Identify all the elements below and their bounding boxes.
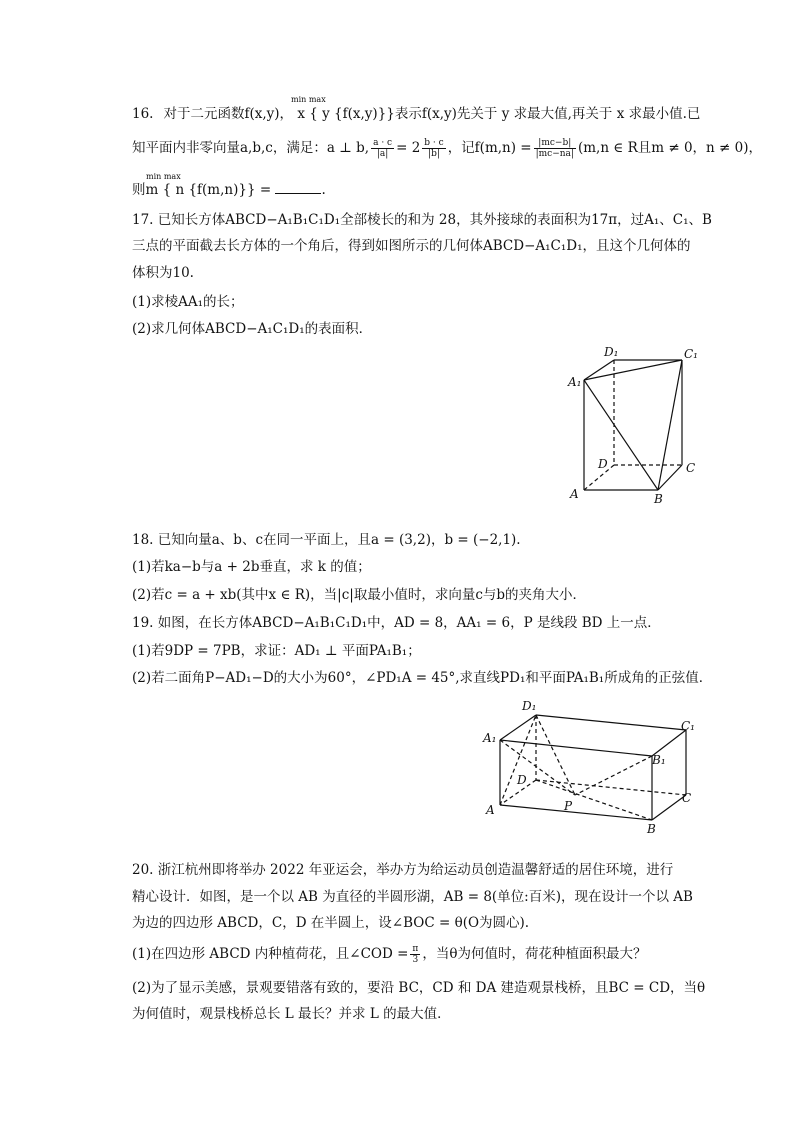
q20-frac: $\frac{\pi}{3}$ bbox=[412, 944, 419, 965]
q16-text-3: 则m { n {f(m,n)}} = bbox=[132, 182, 272, 198]
q17-line-3: 体积为10. bbox=[132, 265, 194, 281]
q16-minmax-small-1: min max bbox=[291, 95, 326, 104]
q16-number: 16. bbox=[132, 106, 154, 122]
q19-line-1: 19. 如图，在长方体ABCD−A₁B₁C₁D₁中，AD = 8，AA₁ = 6，P 是线段 BD 上一点． bbox=[132, 615, 661, 631]
label-D: D bbox=[598, 457, 608, 471]
q18-part-2: (2)若c = a + xb(其中x ∈ R)，当|c|取最小值时，求向量c与b的夹角大小． bbox=[132, 587, 587, 603]
q16-frac-1: $\frac{a \cdot c}{|a|}$ bbox=[373, 138, 393, 159]
label-C1: C₁ bbox=[684, 347, 698, 361]
q20-part-1 bbox=[132, 944, 646, 965]
label-D: D bbox=[517, 773, 527, 787]
q19-part-2: (2)若二面角P−AD₁−D的大小为60°，∠PD₁A = 45°,求直线PD₁和平面PA₁B₁所成角的正弦值． bbox=[132, 670, 713, 686]
q20-line-3: 为边的四边形 ABCD，C，D 在半圆上，设∠BOC = θ(O为圆心). bbox=[132, 915, 530, 931]
q20-line-2: 精心设计．如图，是一个以 AB 为直径的半圆形湖，AB = 8(单位:百米)，现在设计一个以 AB bbox=[132, 889, 693, 905]
q16-frac-3: $\frac{|mc-b|}{|mc-na|}$ bbox=[535, 138, 574, 159]
q20-part-1a: (1)在四边形 ABCD 内种植荷花，且∠COD = bbox=[132, 946, 409, 962]
label-C: C bbox=[682, 791, 692, 805]
q16-text-2d: (m,n ∈ R且m ≠ 0，n ≠ 0)， bbox=[577, 140, 762, 156]
q16-frac-2: $\frac{b \cdot c}{|b|}$ bbox=[424, 138, 444, 159]
q19-hidden-edge bbox=[575, 756, 652, 795]
label-C: C bbox=[686, 461, 696, 475]
q16-line-2 bbox=[132, 138, 762, 159]
q20-part-1b: ，当θ为何值时，荷花种植面积最大？ bbox=[422, 946, 647, 962]
label-D1: D₁ bbox=[604, 345, 619, 359]
q20-line-1: 20. 浙江杭州即将举办 2022 年亚运会，举办方为给运动员创造温馨舒适的居住环境，进行 bbox=[132, 862, 674, 878]
q19-hidden-edge bbox=[500, 715, 536, 805]
q19-hidden-edge bbox=[536, 715, 575, 795]
label-B: B bbox=[654, 492, 663, 506]
q19-part-1: (1)若9DP = 7PB，求证：AD₁ ⊥ 平面PA₁B₁； bbox=[132, 643, 421, 659]
label-A1: A₁ bbox=[483, 731, 497, 745]
label-A: A bbox=[486, 803, 495, 817]
label-A: A bbox=[570, 487, 579, 501]
q18-line-1: 18. 已知向量a、b、c在同一平面上，且a = (3,2)，b = (−2,1). bbox=[132, 532, 521, 548]
q16-line-3 bbox=[132, 181, 326, 199]
q20-part-2a: (2)为了显示美感，景观要错落有致的，要沿 BC，CD 和 DA 建造观景栈桥，且BC = CD，当θ bbox=[132, 980, 706, 996]
label-B: B bbox=[647, 822, 656, 836]
q16-minmax-small-2: min max bbox=[146, 172, 181, 181]
answer-blank[interactable] bbox=[275, 181, 321, 194]
label-B1: B₁ bbox=[652, 753, 666, 767]
label-P: P bbox=[564, 799, 573, 813]
q19-figure bbox=[480, 690, 710, 840]
q19-edge bbox=[536, 715, 686, 730]
q19-edge bbox=[500, 715, 536, 740]
q19-edge bbox=[500, 740, 652, 756]
label-D1: D₁ bbox=[522, 699, 537, 713]
q17-edge bbox=[658, 360, 682, 490]
q17-part-2: (2)求几何体ABCD−A₁C₁D₁的表面积． bbox=[132, 321, 373, 337]
q16-text-2a: 知平面内非零向量a,b,c，满足：a ⊥ b, bbox=[132, 140, 370, 156]
label-A1: A₁ bbox=[568, 375, 582, 389]
q17-line-2: 三点的平面截去长方体的一个角后，得到如图所示的几何体ABCD−A₁C₁D₁，且这个几何体的 bbox=[132, 238, 691, 254]
q16-end: . bbox=[321, 182, 326, 198]
q20-part-2b: 为何值时，观景栈桥总长 L 最长？并求 L 的最大值． bbox=[132, 1006, 451, 1022]
q17-figure bbox=[560, 340, 710, 510]
q18-part-1: (1)若ka−b与a + 2b垂直，求 k 的值； bbox=[132, 559, 371, 575]
q17-line-1: 17. 已知长方体ABCD−A₁B₁C₁D₁全部棱长的和为 28，其外接球的表面积为17π，过A₁、C₁、B bbox=[132, 212, 712, 228]
label-C1: C₁ bbox=[681, 719, 695, 733]
q17-edge bbox=[584, 380, 658, 490]
q16-line-1 bbox=[132, 105, 700, 123]
q16-text-2c: ，记f(m,n) = bbox=[447, 140, 532, 156]
q19-hidden-edge bbox=[500, 740, 575, 795]
q16-text-2b: = 2 bbox=[396, 140, 421, 156]
q19-edge bbox=[652, 795, 686, 820]
q16-text-1: 对于二元函数f(x,y)， x { y {f(x,y)}}表示f(x,y)先关于 y 求最大值,再关于 x 求最小值.已 bbox=[163, 106, 701, 122]
q17-part-1: (1)求棱AA₁的长； bbox=[132, 294, 244, 310]
